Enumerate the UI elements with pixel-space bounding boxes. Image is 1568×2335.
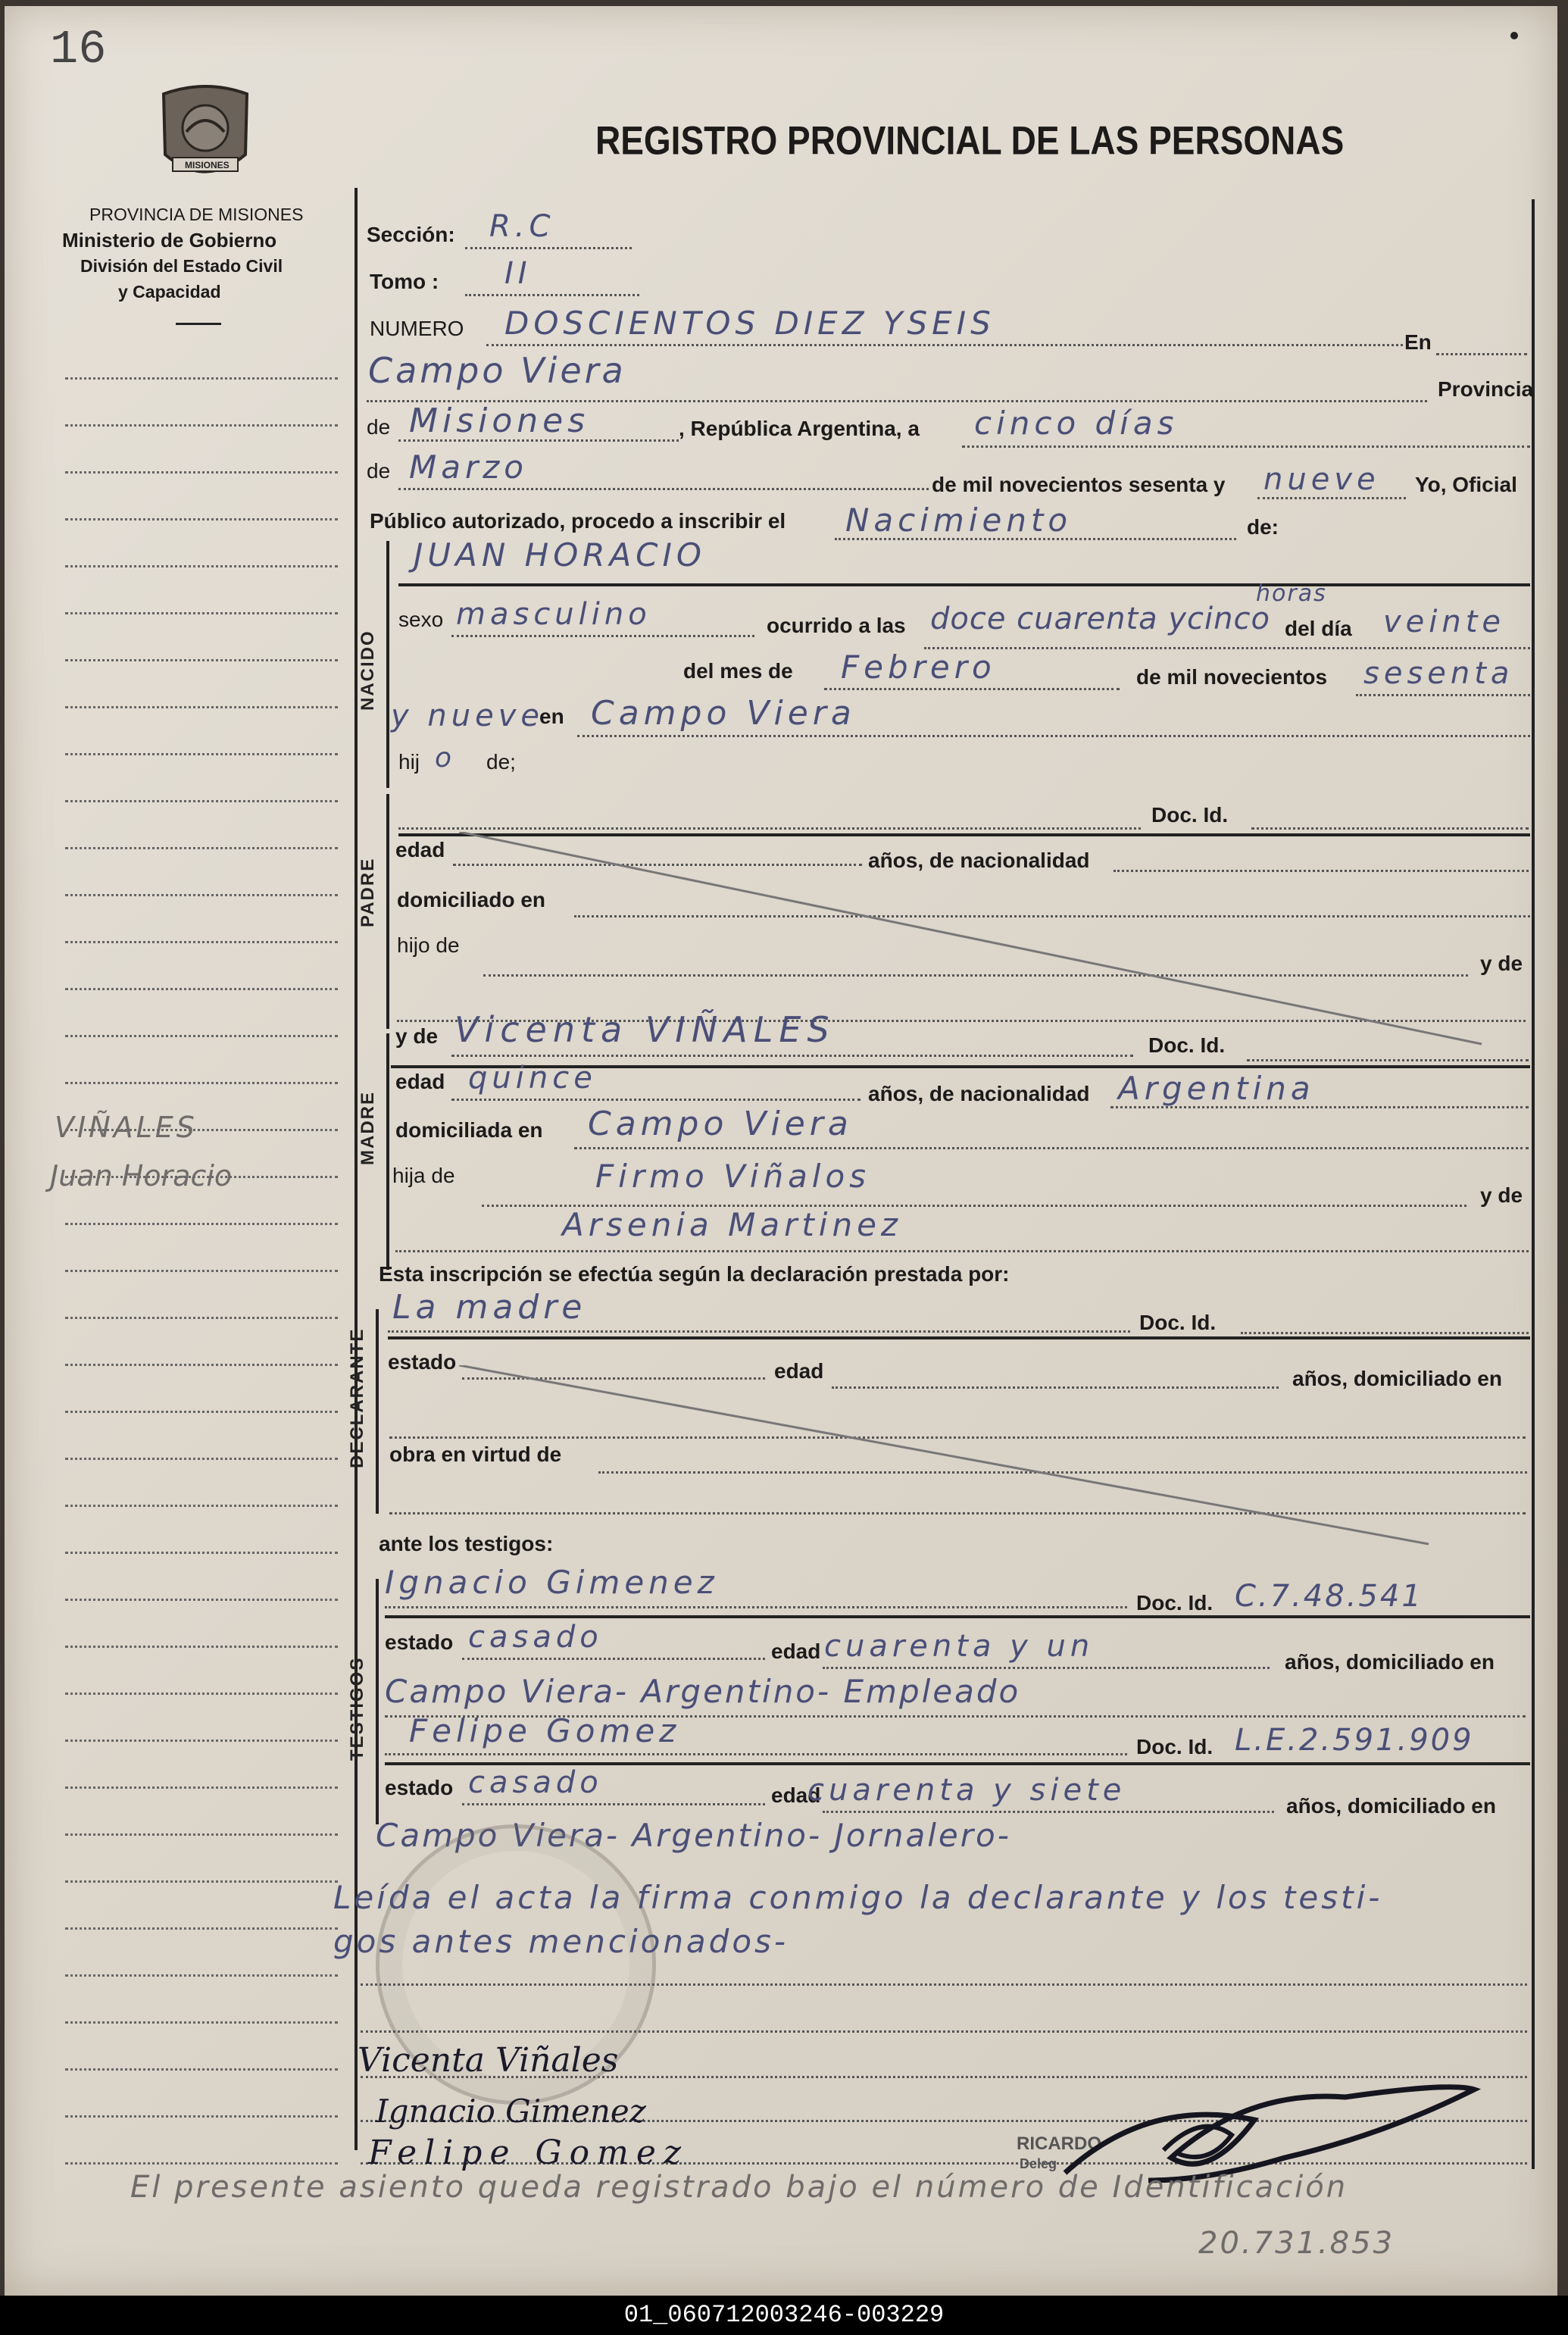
testigo1-estado-label: estado bbox=[385, 1630, 454, 1654]
hora-value: doce cuarenta ycinco bbox=[930, 602, 1270, 636]
month-value: Marzo bbox=[409, 449, 528, 486]
madre-madre-line bbox=[395, 1250, 1529, 1252]
margin-rule-line bbox=[65, 1599, 338, 1601]
padre-hijo-label: hijo de bbox=[397, 933, 460, 957]
padre-doc-line bbox=[1251, 827, 1529, 830]
margin-rule-line bbox=[65, 847, 338, 849]
margin-rule-line bbox=[65, 1740, 338, 1742]
padre-tag: PADRE bbox=[358, 857, 378, 927]
signature-witness2: Felipe Gomez bbox=[368, 2133, 689, 2172]
testigo1-anos-label: años, domiciliado en bbox=[1285, 1650, 1495, 1674]
padre-edad-label: edad bbox=[395, 838, 445, 861]
province-value: Misiones bbox=[409, 402, 590, 440]
margin-rule-line bbox=[65, 1880, 338, 1883]
testigo1-estado-line bbox=[462, 1658, 765, 1660]
anio-value1: sesenta bbox=[1363, 656, 1514, 691]
margin-rule-line bbox=[65, 800, 338, 802]
ministry-heading: Ministerio de Gobierno bbox=[62, 229, 277, 252]
declarante-bracket bbox=[376, 1309, 379, 1514]
numero-line bbox=[486, 344, 1403, 346]
margin-rule-line bbox=[65, 612, 338, 614]
lugar-value: Campo Viera bbox=[591, 694, 856, 733]
corner-mark bbox=[1510, 32, 1518, 39]
anio-line bbox=[1356, 694, 1530, 696]
testigo2-estado-label: estado bbox=[385, 1776, 454, 1799]
margin-surname: VIÑALES bbox=[55, 1111, 198, 1144]
numero-value: DOSCIENTOS DIEZ YSEIS bbox=[504, 305, 995, 342]
year-line bbox=[1257, 497, 1406, 499]
hora-line bbox=[924, 647, 1530, 649]
margin-rule-line bbox=[65, 1317, 338, 1319]
hij-label: hij bbox=[398, 750, 420, 774]
declarante-name: La madre bbox=[392, 1288, 587, 1327]
margin-rule-line bbox=[65, 659, 338, 661]
margin-rule-line bbox=[65, 424, 338, 427]
del-dia-label: del día bbox=[1285, 617, 1352, 640]
bottom-note-line1: El presente asiento queda registrado bajo el número de Identificación bbox=[130, 2170, 1348, 2205]
mil2-label: de mil novecientos bbox=[1136, 665, 1328, 689]
margin-rule-line bbox=[65, 941, 338, 943]
margin-rule-line bbox=[65, 1833, 338, 1836]
dia-value: veinte bbox=[1383, 605, 1506, 639]
testigo1-doc-label: Doc. Id. bbox=[1136, 1591, 1213, 1614]
numero-label: NUMERO bbox=[370, 317, 464, 340]
en2-label: en bbox=[539, 705, 564, 728]
seal-label: MISIONES bbox=[185, 160, 230, 170]
main-frame-left bbox=[355, 188, 358, 2150]
margin-rule-line bbox=[65, 1458, 338, 1460]
sexo-line bbox=[451, 635, 754, 637]
official-stamp-name: RICARDO bbox=[1017, 2133, 1101, 2154]
province-line bbox=[398, 439, 679, 442]
testigo2-edad-line bbox=[823, 1811, 1274, 1813]
sig-line-2 bbox=[361, 2030, 1527, 2033]
padre-anos-label: años, de nacionalidad bbox=[868, 849, 1090, 872]
document-page bbox=[5, 6, 1557, 2296]
de-label: de bbox=[367, 415, 391, 439]
margin-rule-line bbox=[65, 1646, 338, 1648]
margin-rule-line bbox=[65, 1552, 338, 1554]
madre-nacionalidad-value: Argentina bbox=[1118, 1070, 1315, 1107]
padre-yde-label: y de bbox=[1480, 952, 1523, 975]
margin-rule-line bbox=[65, 471, 338, 474]
yo-label: Yo, Oficial bbox=[1415, 473, 1517, 496]
madre-domicilio-label: domiciliada en bbox=[395, 1118, 543, 1142]
testigo1-estado: casado bbox=[468, 1620, 603, 1655]
declarante-obra-label: obra en virtud de bbox=[389, 1443, 562, 1466]
testigo1-name: Ignacio Gimenez bbox=[385, 1564, 719, 1601]
province-heading: PROVINCIA DE MISIONES bbox=[89, 205, 304, 224]
margin-rule-line bbox=[65, 1270, 338, 1272]
nacido-bracket bbox=[386, 541, 389, 788]
madre-doc-label: Doc. Id. bbox=[1148, 1033, 1226, 1057]
madre-yde-label: y de bbox=[395, 1024, 439, 1048]
margin-rule-line bbox=[65, 1082, 338, 1084]
testigo2-doc-label: Doc. Id. bbox=[1136, 1735, 1213, 1758]
tomo-label: Tomo : bbox=[370, 270, 439, 293]
margin-rule-line bbox=[65, 2115, 338, 2118]
acto-value: Nacimiento bbox=[845, 502, 1073, 539]
month-line bbox=[398, 488, 929, 490]
margin-rule-line bbox=[65, 2162, 338, 2165]
declarante-anos-label: años, domiciliado en bbox=[1292, 1367, 1502, 1390]
en-line bbox=[1436, 353, 1527, 355]
closing-line2: gos antes mencionados- bbox=[333, 1923, 789, 1960]
mil-label: de mil novecientos sesenta y bbox=[932, 473, 1226, 496]
margin-rule-line bbox=[65, 894, 338, 896]
nacido-tag: NACIDO bbox=[358, 630, 378, 711]
declarante-name-line bbox=[388, 1330, 1130, 1333]
margin-rule-line bbox=[65, 1364, 338, 1366]
division-heading: División del Estado Civil bbox=[80, 256, 283, 276]
padre-doc-label: Doc. Id. bbox=[1151, 803, 1229, 827]
padre-name-line bbox=[398, 827, 1141, 830]
declarante-doc-label: Doc. Id. bbox=[1139, 1311, 1217, 1334]
madre-yde2-label: y de bbox=[1480, 1183, 1523, 1207]
anio-value2: y nueve bbox=[391, 699, 544, 733]
margin-rule-line bbox=[65, 988, 338, 990]
padre-bracket bbox=[386, 794, 389, 1029]
madre-name-line bbox=[451, 1055, 1133, 1057]
de2-label: de bbox=[367, 459, 391, 483]
main-frame-right bbox=[1532, 199, 1535, 2169]
margin-rule-line bbox=[65, 706, 338, 708]
en-label: En bbox=[1404, 330, 1432, 354]
testigo1-doc: C.7.48.541 bbox=[1235, 1579, 1423, 1614]
seccion-label: Sección: bbox=[367, 223, 455, 246]
testigo2-domicilio: Campo Viera- Argentino- Jornalero- bbox=[376, 1817, 1011, 1854]
mes-value: Febrero bbox=[841, 649, 996, 686]
madre-nac-line bbox=[1110, 1106, 1529, 1108]
madre-anos-label: años, de nacionalidad bbox=[868, 1082, 1090, 1105]
signature-mother: Vicenta Viñales bbox=[358, 2041, 619, 2080]
sig-line-1 bbox=[361, 1983, 1527, 1986]
declarante-tag: DECLARANTE bbox=[347, 1327, 367, 1468]
testigo1-edad: cuarenta y un bbox=[824, 1629, 1095, 1664]
acto-line bbox=[835, 538, 1236, 540]
testigo2-name: Felipe Gomez bbox=[409, 1712, 681, 1749]
margin-rule-line bbox=[65, 1505, 338, 1507]
madre-edad-value: quince bbox=[468, 1061, 597, 1096]
tomo-value: II bbox=[504, 256, 532, 291]
capacity-heading: y Capacidad bbox=[118, 282, 221, 302]
madre-edad-line bbox=[451, 1099, 861, 1101]
testigo1-edad-label: edad bbox=[771, 1640, 821, 1663]
madre-name: Vicenta VIÑALES bbox=[454, 1009, 836, 1050]
madre-domicilio-value: Campo Viera bbox=[588, 1105, 853, 1143]
margin-rule-line bbox=[65, 2068, 338, 2071]
margin-rule-line bbox=[65, 1223, 338, 1225]
sexo-value: masculino bbox=[456, 597, 651, 632]
testigo2-estado: casado bbox=[468, 1765, 603, 1800]
testigos-bracket bbox=[376, 1579, 379, 1824]
madre-hija-label: hija de bbox=[392, 1164, 455, 1187]
margin-rule-line bbox=[65, 518, 338, 520]
madre-domicilio-line bbox=[574, 1147, 1529, 1149]
declarante-name-rule bbox=[388, 1336, 1530, 1339]
nacido-name: JUAN HORACIO bbox=[414, 536, 706, 574]
margin-rule-line bbox=[65, 2021, 338, 2024]
margin-rule-line bbox=[65, 1693, 338, 1695]
testigo2-doc: L.E.2.591.909 bbox=[1235, 1723, 1474, 1758]
testigo2-edad-label: edad bbox=[771, 1783, 821, 1807]
year-value: nueve bbox=[1263, 462, 1380, 497]
seccion-line bbox=[465, 247, 632, 249]
testigo1-edad-line bbox=[823, 1667, 1270, 1669]
lugar-line bbox=[577, 735, 1530, 737]
mes-line bbox=[824, 688, 1120, 690]
signature-witness1: Ignacio Gimenez bbox=[376, 2093, 646, 2130]
day-value: cinco días bbox=[974, 405, 1179, 442]
madre-doc-line bbox=[1247, 1059, 1529, 1061]
padre-domicilio-label: domiciliado en bbox=[397, 888, 546, 911]
bottom-note-line2: 20.731.853 bbox=[1198, 2226, 1395, 2261]
madre-edad-label: edad bbox=[395, 1070, 445, 1093]
sexo-label: sexo bbox=[398, 608, 444, 631]
provincia-label: Provincia bbox=[1438, 377, 1534, 401]
margin-rule-line bbox=[65, 1035, 338, 1037]
hij-de-label: de; bbox=[486, 750, 516, 774]
declarante-doc-line bbox=[1241, 1332, 1529, 1334]
madre-madre-value: Arsenia Martinez bbox=[562, 1206, 902, 1243]
tomo-line bbox=[465, 294, 639, 296]
ocurrido-label: ocurrido a las bbox=[767, 614, 906, 637]
margin-rule-line bbox=[65, 1927, 338, 1930]
closing-line1: Leída el acta la firma conmigo la declarante y los testi- bbox=[333, 1879, 1383, 1916]
nacido-name-rule bbox=[398, 583, 1530, 586]
page-number: 16 bbox=[50, 23, 107, 77]
seccion-value: R.C bbox=[489, 209, 555, 244]
margin-rule-line bbox=[65, 565, 338, 567]
declarante-edad-label: edad bbox=[774, 1359, 824, 1383]
file-id-bar: 01_060712003246-003229 bbox=[0, 2296, 1568, 2335]
republica-label: , República Argentina, a bbox=[679, 417, 920, 440]
declarante-intro: Esta inscripción se efectúa según la declaración prestada por: bbox=[379, 1262, 1010, 1286]
testigo1-name-rule bbox=[385, 1615, 1530, 1618]
madre-bracket bbox=[386, 1033, 389, 1270]
testigo2-anos-label: años, domiciliado en bbox=[1286, 1794, 1496, 1818]
testigos-tag: TESTIGOS bbox=[347, 1656, 367, 1761]
margin-rule-line bbox=[65, 1786, 338, 1789]
hij-value: o bbox=[435, 742, 457, 774]
margin-rule-line bbox=[65, 377, 338, 380]
horas-value: horas bbox=[1256, 580, 1327, 607]
testigo2-edad: cuarenta y siete bbox=[807, 1773, 1126, 1808]
official-stamp-role: Deleg bbox=[1020, 2156, 1057, 2171]
margin-rule-line bbox=[65, 1974, 338, 1977]
province-seal bbox=[156, 79, 255, 189]
page-title: REGISTRO PROVINCIAL DE LAS PERSONAS bbox=[595, 117, 1345, 163]
margin-rule-line bbox=[65, 1411, 338, 1413]
testigo2-estado-line bbox=[462, 1803, 765, 1805]
margin-given-names: Juan Horacio bbox=[50, 1159, 233, 1193]
madre-padre-value: Firmo Viñalos bbox=[595, 1158, 871, 1195]
testigo1-domicilio: Campo Viera- Argentino- Empleado bbox=[385, 1673, 1021, 1710]
testigo1-name-line bbox=[385, 1606, 1127, 1608]
de3-label: de: bbox=[1247, 515, 1279, 539]
testigos-intro: ante los testigos: bbox=[379, 1532, 554, 1555]
heading-rule bbox=[176, 323, 221, 325]
declarante-cancel-stroke bbox=[459, 1365, 1444, 1555]
madre-tag: MADRE bbox=[358, 1091, 378, 1165]
margin-rule-line bbox=[65, 753, 338, 755]
place-value: Campo Viera bbox=[368, 350, 626, 391]
testigo2-name-line bbox=[385, 1753, 1127, 1755]
mes-label: del mes de bbox=[683, 659, 793, 683]
publico-label: Público autorizado, procedo a inscribir el bbox=[370, 509, 786, 533]
declarante-estado-label: estado bbox=[388, 1350, 457, 1374]
day-line bbox=[962, 445, 1530, 448]
